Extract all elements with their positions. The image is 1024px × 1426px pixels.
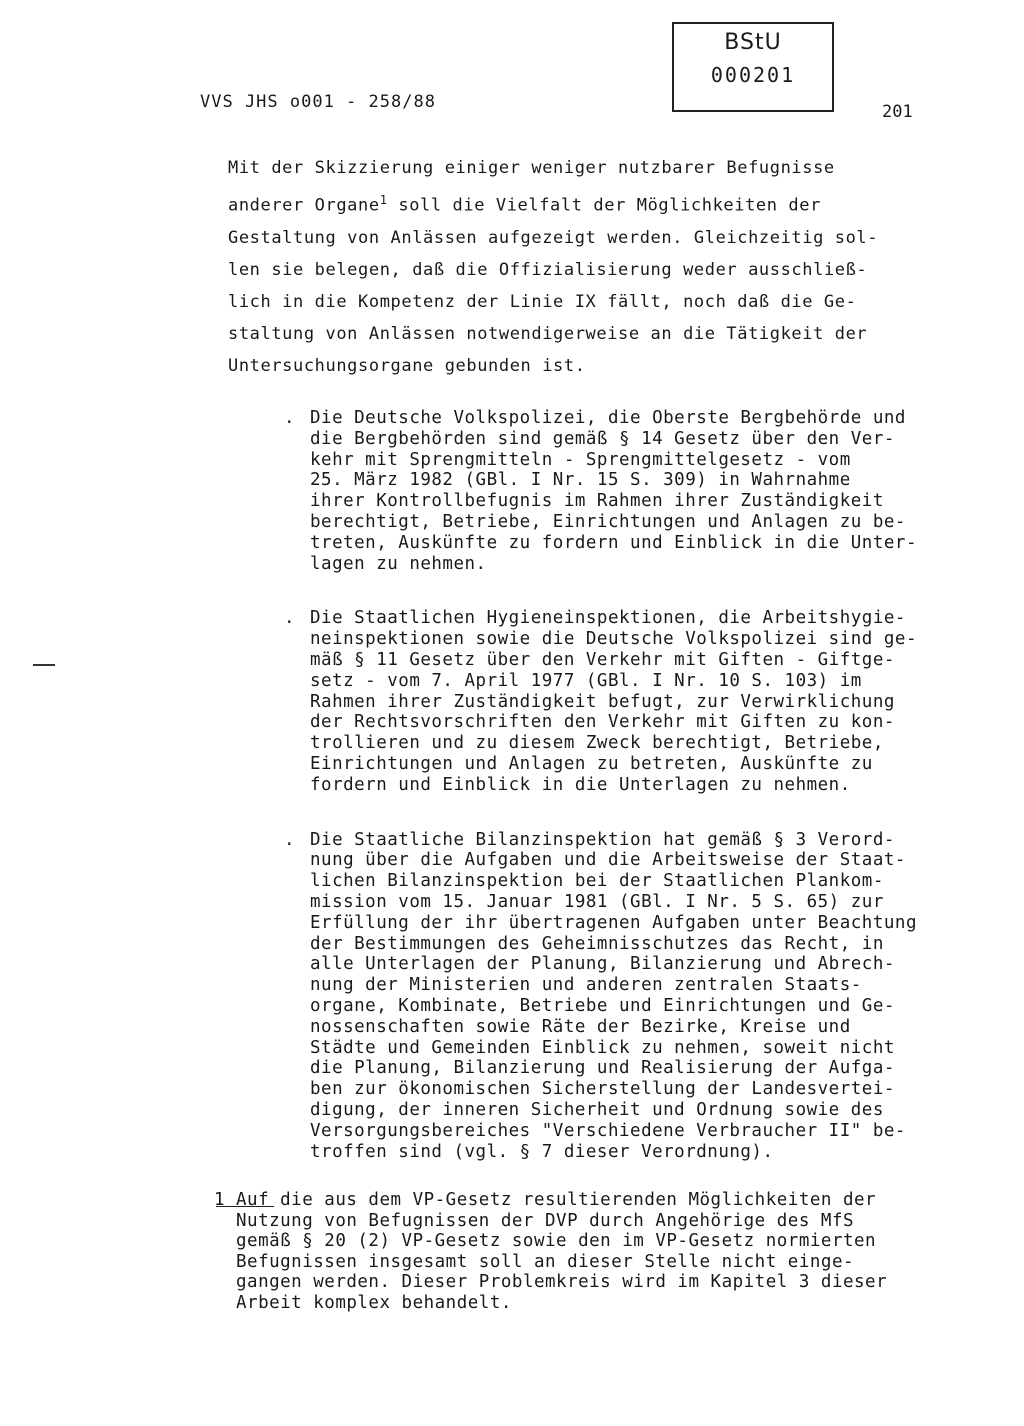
bullet-line: die Planung, Bilanzierung und Realisierung der Aufga- <box>310 1058 895 1079</box>
bullet-line: neinspektionen sowie die Deutsche Volkspolizei sind ge- <box>310 629 917 650</box>
bullet-line: Einrichtungen und Anlagen zu betreten, Auskünfte zu <box>310 753 873 774</box>
bullet-line: alle Unterlagen der Planung, Bilanzierung und Abrech- <box>310 954 895 975</box>
intro-line-part: soll die Vielfalt der Möglichkeiten der <box>387 195 821 216</box>
bullet-marker: . <box>284 408 296 428</box>
intro-line: Gestaltung von Anlässen aufgezeigt werden. Gleichzeitig sol- <box>228 227 879 248</box>
bullet-line: digung, der inneren Sicherheit und Ordnung sowie des <box>310 1099 884 1120</box>
archive-stamp <box>672 22 834 112</box>
bullet-line: der Bestimmungen des Geheimnisschutzes das Recht, in <box>310 933 884 954</box>
bullet-line: mäß § 11 Gesetz über den Verkehr mit Giften - Giftge- <box>310 649 895 670</box>
bullet-marker: . <box>284 829 296 850</box>
bullet-line: mission vom 15. Januar 1981 (GBl. I Nr. 5 S. 65) zur <box>310 891 884 912</box>
margin-mark <box>33 664 55 666</box>
stamp-number: 000201 <box>710 63 796 87</box>
bullet-line: Erfüllung der ihr übertragenen Aufgaben unter Beachtung <box>310 912 917 933</box>
stamp-org: BStU <box>724 30 782 55</box>
bullet-line: Städte und Gemeinden Einblick zu nehmen, soweit nicht <box>310 1037 895 1058</box>
bullet-line: fordern und Einblick in die Unterlagen zu nehmen. <box>310 774 851 795</box>
bullet-line: ben zur ökonomischen Sicherstellung der Landesvertei- <box>310 1079 895 1100</box>
bullet-line: lagen zu nehmen. <box>310 553 487 574</box>
footnote-line: Befugnissen insgesamt soll an dieser Stelle nicht einge- <box>236 1251 855 1272</box>
intro-line: len sie belegen, daß die Offizialisierung weder ausschließ- <box>228 259 868 280</box>
bullet-line: Die Staatliche Bilanzinspektion hat gemäß § 3 Verord- <box>310 829 895 850</box>
bullet-line: trollieren und zu diesem Zweck berechtigt, Betriebe, <box>310 733 884 754</box>
bullet-item <box>284 608 996 795</box>
footnote-number: 1 <box>214 1190 226 1210</box>
page-number: 201 <box>882 102 913 122</box>
bullet-line: lichen Bilanzinspektion bei der Staatlichen Plankom- <box>310 871 884 892</box>
bullet-line: Die Staatlichen Hygieneinspektionen, die Arbeitshygie- <box>310 608 906 629</box>
bullet-line: organe, Kombinate, Betriebe und Einrichtungen und Ge- <box>310 995 895 1016</box>
bullet-line: Die Deutsche Volkspolizei, die Oberste Bergbehörde und <box>310 408 906 428</box>
footnote-line: Auf die aus dem VP-Gesetz resultierenden Möglichkeiten der <box>236 1190 877 1210</box>
bullet-line: berechtigt, Betriebe, Einrichtungen und Anlagen zu be- <box>310 511 906 532</box>
bullet-marker: . <box>284 608 296 629</box>
intro-line: Mit der Skizzierung einiger weniger nutzbarer Befugnisse <box>228 158 835 178</box>
footnote-line: Arbeit komplex behandelt. <box>236 1292 512 1313</box>
intro-line: staltung von Anlässen notwendigerweise an die Tätigkeit der <box>228 323 868 344</box>
intro-line <box>228 184 968 222</box>
bullet-line: die Bergbehörden sind gemäß § 14 Gesetz über den Ver- <box>310 428 895 449</box>
bullet-line: treten, Auskünfte zu fordern und Einblick in die Unter- <box>310 532 917 553</box>
bullet-line: nung über die Aufgaben und die Arbeitsweise der Staat- <box>310 850 906 871</box>
intro-line-part: anderer Organe <box>228 195 380 216</box>
bullet-line: nung der Ministerien und anderen zentralen Staats- <box>310 975 862 996</box>
bullet-line: Rahmen ihrer Zuständigkeit befugt, zur Verwirklichung <box>310 691 895 712</box>
document-reference: VVS JHS o001 - 258/88 <box>200 92 436 112</box>
bullet-list <box>284 408 996 1162</box>
bullet-line: der Rechtsvorschriften den Verkehr mit Giften zu kon- <box>310 712 895 733</box>
bullet-item <box>284 830 996 1163</box>
footnote-reference: 1 <box>379 193 388 207</box>
intro-line: Untersuchungsorgane gebunden ist. <box>228 355 586 376</box>
bullet-line: 25. März 1982 (GBl. I Nr. 15 S. 309) in Wahrnahme <box>310 470 851 491</box>
footnote-body <box>236 1190 994 1314</box>
bullet-line: troffen sind (vgl. § 7 dieser Verordnung). <box>310 1141 774 1162</box>
intro-paragraph <box>228 152 968 382</box>
bullet-item <box>284 408 996 574</box>
intro-line: lich in die Kompetenz der Linie IX fällt, noch daß die Ge- <box>228 291 857 312</box>
bullet-line: setz - vom 7. April 1977 (GBl. I Nr. 10 S. 103) im <box>310 670 862 691</box>
footnote-line: Nutzung von Befugnissen der DVP durch Angehörige des MfS <box>236 1210 855 1231</box>
bullet-line: Versorgungsbereiches "Verschiedene Verbraucher II" be- <box>310 1120 906 1141</box>
bullet-line: kehr mit Sprengmitteln - Sprengmittelgesetz - vom <box>310 449 851 470</box>
bullet-line: nossenschaften sowie Räte der Bezirke, Kreise und <box>310 1016 851 1037</box>
footnote <box>214 1190 994 1314</box>
bullet-line: ihrer Kontrollbefugnis im Rahmen ihrer Zuständigkeit <box>310 491 884 512</box>
footnote-line: gangen werden. Dieser Problemkreis wird im Kapitel 3 dieser <box>236 1272 888 1293</box>
footnote-line: gemäß § 20 (2) VP-Gesetz sowie den im VP-Gesetz normierten <box>236 1231 877 1252</box>
